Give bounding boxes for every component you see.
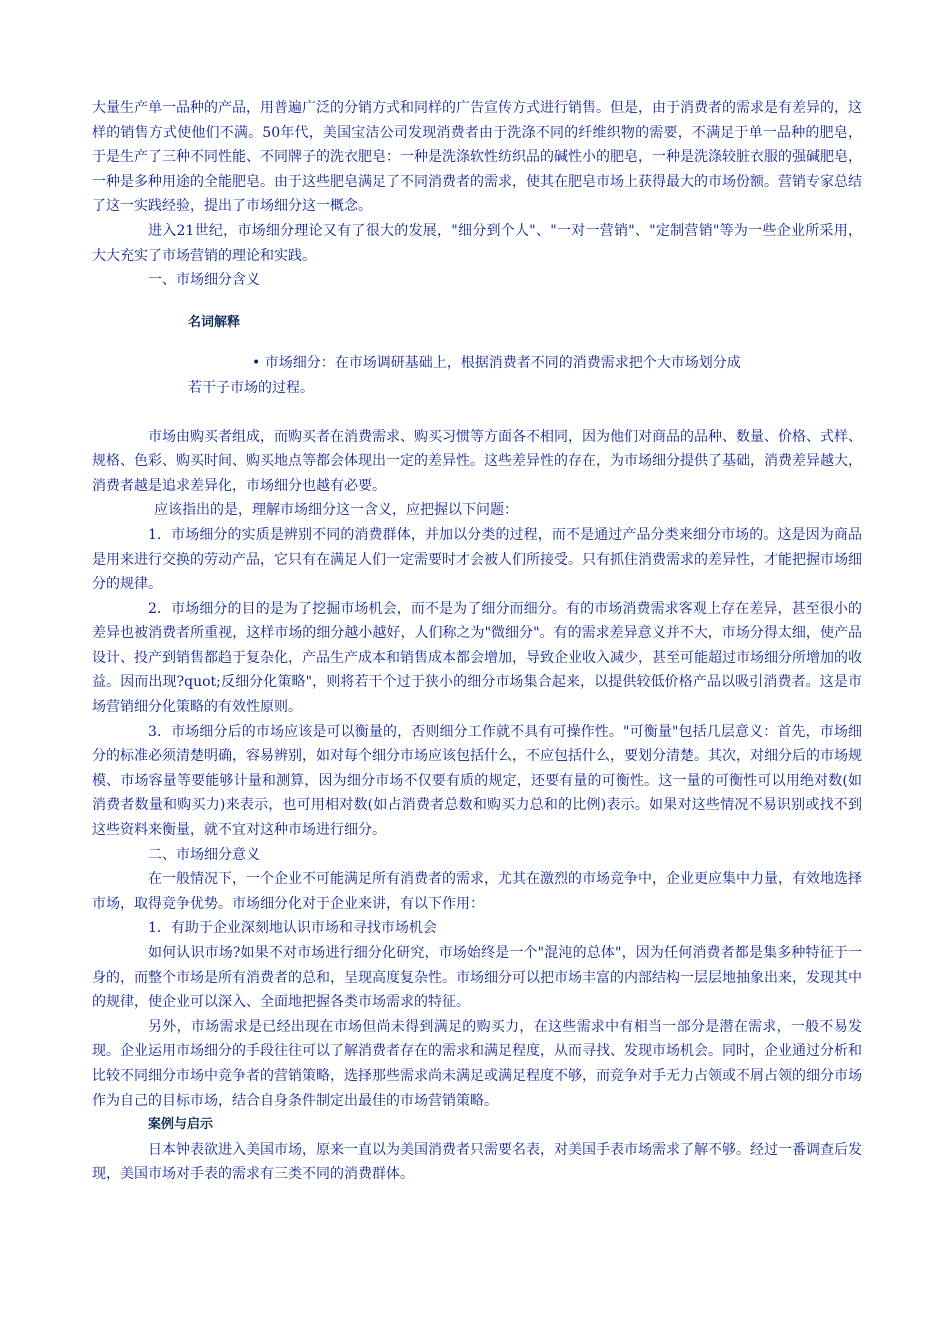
section-heading-1: 一、市场细分含义 (148, 272, 260, 289)
paragraph-how-know: 如何认识市场?如果不对市场进行细分化研究，市场始终是一个"混沌的总体"，因为任何消费者都是集多种特征于一身的，而整个市场是所有消费者的总和，呈现高度复杂性。市场细分可以把市场丰富的内部结构一层层地抽象出来，发现其中的规律，使企业可以深入、全面地把握各类市场需求的特征。 (92, 945, 862, 1011)
case-title: 案例与启示 (148, 1117, 214, 1133)
term-definition-line1: • 市场细分：在市场调研基础上，根据消费者不同的消费需求把个大市场划分成 (252, 355, 741, 372)
paragraph-buyers: 市场由购买者组成，而购买者在消费需求、购买习惯等方面各不相同，因为他们对商品的品种、数量、价格、式样、规格、色彩、购买时间、购买地点等都会体现出一定的差异性。这些差异性的存在，为市场细分提供了基础，消费差异越大，消费者越是追求差异化，市场细分也越有必要。 (92, 428, 862, 494)
paragraph-21st-century: 进入21世纪，市场细分理论又有了很大的发展，"细分到个人"、"一对一营销"、"定制营销"等为一些企业所采用，大大充实了市场营销的理论和实践。 (92, 222, 862, 264)
paragraph-intro-continued: 大量生产单一品种的产品，用普遍广泛的分销方式和同样的广告宣传方式进行销售。但是，由于消费者的需求是有差异的，这样的销售方式使他们不满。50年代，美国宝洁公司发现消费者由于洗涤不同的纤维织物的需要，不满足于单一品种的肥皂，于是生产了三种不同性能、不同牌子的洗衣肥皂：一种是洗涤软性纺织品的碱性小的肥皂，一种是洗涤较脏衣服的强碱肥皂，一种是多种用途的全能肥皂。由于这些肥皂满足了不同消费者的需求，使其在肥皂市场上获得最大的市场份额。营销专家总结了这一实践经验，提出了市场细分这一概念。 (92, 100, 862, 215)
paragraph-point-3: 3．市场细分后的市场应该是可以衡量的，否则细分工作就不具有可操作性。"可衡量"包括几层意义：首先，市场细分的标准必须清楚明确，容易辨别，如对每个细分市场应该包括什么，不应包括什么，要划分清楚。其次，对细分后的市场规模、市场容量等要能够计量和测算，因为细分市场不仅要有质的规定，还要有量的可衡性。这一量的可衡性可以用绝对数(如消费者数量和购买力)来表示，也可用相对数(如占消费者总数和购买力总和的比例)表示。如果对这些情况不易识别或找不到这些资料来衡量，就不宜对这种市场进行细分。 (92, 723, 862, 839)
paragraph-point-2: 2．市场细分的目的是为了挖掘市场机会，而不是为了细分而细分。有的市场消费需求客观上存在差异，甚至很小的差异也被消费者所重视，这样市场的细分越小越好，人们称之为"微细分"。有的需求差异意义并不大，市场分得太细，使产品设计、投产到销售都趋于复杂化，产品生产成本和销售成本都会增加，导致企业收入减少，甚至可能超过市场细分所增加的收益。因而出现?quot;反细分化策略"，则将若干个过于狭小的细分市场集合起来，以提供较低价格产品以吸引消费者。这是市场营销细分化策略的有效性原则。 (92, 600, 862, 716)
paragraph-should-note: 应该指出的是，理解市场细分这一含义，应把握以下问题： (154, 502, 518, 519)
paragraph-besides: 另外，市场需求是已经出现在市场但尚未得到满足的购买力，在这些需求中有相当一部分是潜在需求，一般不易发现。企业运用市场细分的手段往往可以了解消费者存在的需求和满足程度，从而寻找、发现市场机会。同时，企业通过分析和比较不同细分市场中竞争者的营销策略，选择那些需求尚未满足或满足程度不够，而竞争对手无力占领或不屑占领的细分市场作为自己的目标市场，结合自身条件制定出最佳的市场营销策略。 (92, 1018, 862, 1109)
paragraph-point-1: 1．市场细分的实质是辨别不同的消费群体，并加以分类的过程，而不是通过产品分类来细分市场的。这是因为商品是用来进行交换的劳动产品，它只有在满足人们一定需要时才会被人们所接受。只有抓住消费需求的差异性，才能把握市场细分的规律。 (92, 526, 862, 593)
section-heading-2: 二、市场细分意义 (148, 846, 260, 863)
paragraph-benefit-1: 1．有助于企业深刻地认识市场和寻找市场机会 (148, 920, 437, 937)
spacer (92, 401, 862, 425)
paragraph-general: 在一般情况下，一个企业不可能满足所有消费者的需求，尤其在激烈的市场竞争中，企业更应集中力量，有效地选择市场，取得竞争优势。市场细分化对于企业来讲，有以下作用： (92, 871, 862, 912)
term-definition-box (92, 351, 862, 400)
term-box-title: 名词解释 (188, 314, 241, 330)
term-definition-line2: 若干子市场的过程。 (188, 379, 314, 396)
document-page (92, 96, 862, 1187)
paragraph-case: 日本钟表欲进入美国市场，原来一直以为美国消费者只需要名表，对美国手表市场需求了解不够。经过一番调查后发现，美国市场对手表的需求有三类不同的消费群体。 (92, 1141, 862, 1183)
